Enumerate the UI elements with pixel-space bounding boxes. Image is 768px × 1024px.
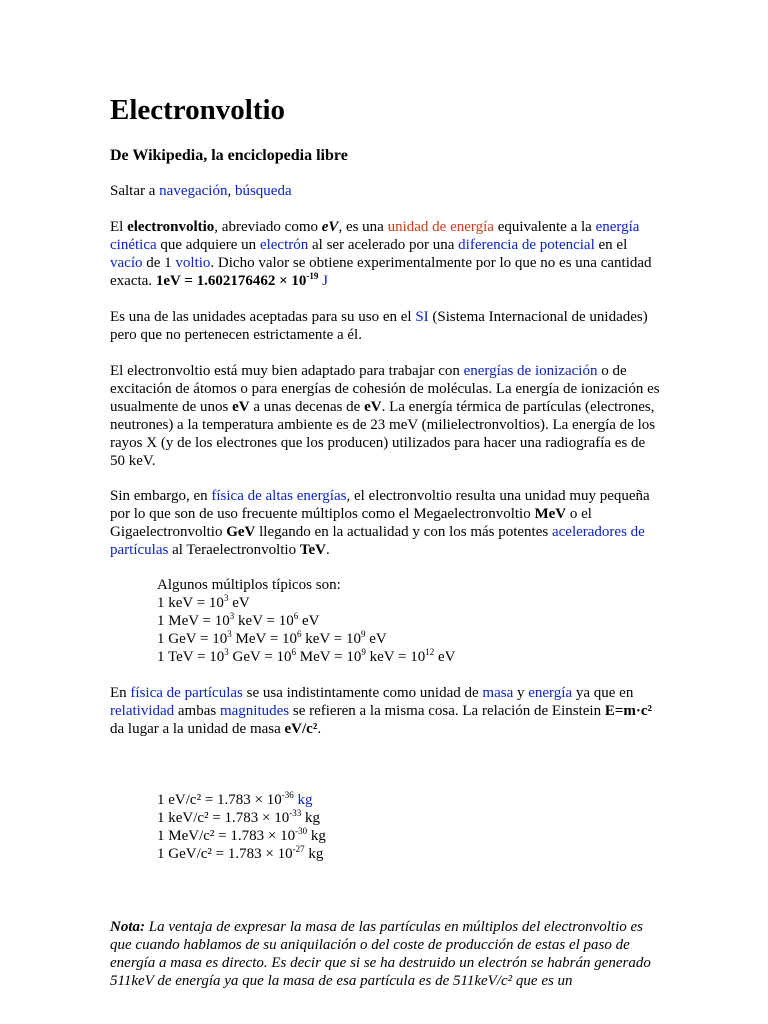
exponent: -33 <box>289 808 302 818</box>
text: kg <box>301 810 320 826</box>
exponent: 6 <box>297 629 302 639</box>
text: GeV = 10 <box>228 649 292 665</box>
nota-label: Nota: <box>110 919 145 935</box>
paragraph-intro <box>110 218 660 290</box>
text: 1 MeV = 10 <box>157 613 230 629</box>
fisica-de-particulas-link[interactable]: física de partículas <box>130 685 243 701</box>
text: 1 GeV/c² = 1.783 × 10 <box>157 846 293 862</box>
text: se refieren a la misma cosa. La relación de Einstein <box>289 703 605 719</box>
text: 1 keV/c² = 1.783 × 10 <box>157 810 290 826</box>
exponent: -36 <box>281 790 294 800</box>
text: 1 GeV = 10 <box>157 631 228 647</box>
unidad-de-energia-link[interactable]: unidad de energía <box>387 219 494 235</box>
text: . La energía térmica de partículas (electrones, neutrones) a la temperatura ambiente es de 23 meV (milielectronvoltios). La energía de los rayos X (y de los electrones que los producen) utilizados para hacer una radiografía es de 50 keV. <box>110 399 656 469</box>
text: en el <box>594 237 628 253</box>
multiple-row <box>157 630 657 648</box>
paragraph-mass-energy <box>110 684 660 738</box>
exponent: 6 <box>291 647 297 657</box>
text: eV <box>298 613 320 629</box>
bold-term: eV <box>232 399 250 415</box>
text: MeV = 10 <box>231 631 298 647</box>
multiple-row <box>157 612 657 630</box>
text: . <box>325 542 330 558</box>
text: Es una de las unidades aceptadas para su uso en el <box>110 309 416 325</box>
text: keV = 10 <box>234 613 294 629</box>
masses-block <box>157 791 657 863</box>
si-link[interactable]: SI <box>415 309 429 325</box>
mass-unit: eV/c² <box>284 721 318 737</box>
multiples-block <box>157 576 657 666</box>
text: , abreviado como <box>214 219 322 235</box>
exponent: 6 <box>293 611 299 621</box>
text: 1 eV/c² = 1.783 × 10 <box>157 792 282 808</box>
mass-row <box>157 845 657 863</box>
bold-term: eV <box>364 399 382 415</box>
text: o el Gigaelectronvoltio <box>110 506 592 540</box>
exponent: 9 <box>361 647 366 657</box>
text: a unas decenas de <box>249 399 365 415</box>
text: llegando en la actualidad y con los más potentes <box>255 524 552 540</box>
text: equivalente a la <box>493 219 596 235</box>
paragraph-ionization <box>110 362 660 470</box>
text: ambas <box>174 703 220 719</box>
exponent: 9 <box>360 629 366 639</box>
relatividad-link[interactable]: relatividad <box>110 703 175 719</box>
bold-term: MeV <box>534 506 567 522</box>
page-title: Electronvoltio <box>110 94 286 126</box>
text: de 1 <box>142 255 176 271</box>
mass-row <box>157 791 657 809</box>
text: ya que en <box>572 685 634 701</box>
text: (Sistema Internacional de unidades) pero que no pertenecen estrictamente a él. <box>110 309 648 343</box>
paragraph-si <box>110 308 660 344</box>
text: . Dicho valor se obtiene experimentalmente por lo que no es una cantidad exacta. <box>110 255 652 289</box>
text: eV <box>434 649 456 665</box>
jump-comma: , <box>227 183 235 199</box>
exponent: -19 <box>306 271 319 281</box>
page-subtitle: De Wikipedia, la enciclopedia libre <box>110 147 348 164</box>
diferencia-de-potencial-link[interactable]: diferencia de potencial <box>458 237 595 253</box>
exponent: 3 <box>229 611 235 621</box>
exponent: 12 <box>425 647 435 657</box>
energia-cinetica-link[interactable]: energía cinética <box>110 219 640 253</box>
masa-link[interactable]: masa <box>482 685 514 701</box>
search-link[interactable]: búsqueda <box>234 183 292 199</box>
bold-term: GeV <box>226 524 256 540</box>
text: Sin embargo, en <box>110 488 212 504</box>
text: MeV = 10 <box>296 649 362 665</box>
text: al ser acelerado por una <box>308 237 459 253</box>
text: keV = 10 <box>301 631 361 647</box>
multiples-heading: Algunos múltiplos típicos son: <box>157 577 341 593</box>
text: 1 keV = 10 <box>157 595 224 611</box>
text: El <box>110 219 128 235</box>
text: al Teraelectronvoltio <box>168 542 300 558</box>
fisica-de-altas-energias-link[interactable]: física de altas energías <box>211 488 347 504</box>
exponent: 3 <box>223 593 229 603</box>
text: keV = 10 <box>365 649 426 665</box>
bold-term: electronvoltio <box>127 219 215 235</box>
multiple-row <box>157 594 657 612</box>
text: 1 TeV = 10 <box>157 649 225 665</box>
text: , es una <box>338 219 388 235</box>
energia-link[interactable]: energía <box>528 685 573 701</box>
vacio-link[interactable]: vacío <box>110 255 143 271</box>
energias-de-ionizacion-link[interactable]: energías de ionización <box>463 363 598 379</box>
text: se usa indistintamente como unidad de <box>242 685 483 701</box>
jump-links <box>110 182 660 200</box>
text: o de excitación de átomos o para energías de cohesión de moléculas. La energía de ionización es usualmente de unos <box>110 363 660 415</box>
text: y <box>513 685 529 701</box>
aceleradores-de-particulas-link[interactable]: aceleradores de partículas <box>110 524 645 558</box>
navigation-link[interactable]: navegación <box>159 183 228 199</box>
text: , el electronvoltio resulta una unidad muy pequeña por lo que son de uso frecuente múltiplos como el Megaelectronvoltio <box>110 488 650 522</box>
text: kg <box>307 828 326 844</box>
electron-link[interactable]: electrón <box>259 237 309 253</box>
joule-link[interactable]: J <box>322 273 328 289</box>
exponent: -27 <box>292 844 305 854</box>
paragraph-high-energy <box>110 487 660 559</box>
voltio-link[interactable]: voltio <box>175 255 211 271</box>
text: kg <box>304 846 324 862</box>
exponent: 3 <box>224 647 229 657</box>
text: . <box>317 721 322 737</box>
text: da lugar a la unidad de masa <box>110 721 285 737</box>
mass-row <box>157 809 657 827</box>
text: eV <box>365 631 387 647</box>
einstein-formula: E=m·c² <box>604 703 653 719</box>
exponent: -30 <box>295 826 308 836</box>
text: 1 MeV/c² = 1.783 × 10 <box>157 828 296 844</box>
magnitudes-link[interactable]: magnitudes <box>219 703 290 719</box>
text: En <box>110 685 131 701</box>
text: El electronvoltio está muy bien adaptado para trabajar con <box>110 363 464 379</box>
nota-text: La ventaja de expresar la masa de las partículas en múltiplos del electronvoltio es que cuando hablamos de su aniquilación o del coste de producción de estas el paso de energía a masa es directo. Es decir que si se ha destruido un electrón se habrán generado 511keV de energía ya que la masa de esa partícula es de 511keV/c² que es un <box>110 919 651 989</box>
jump-prefix: Saltar a <box>110 183 160 199</box>
multiple-row <box>157 648 657 666</box>
exponent: 3 <box>227 629 232 639</box>
text: que adquiere un <box>156 237 260 253</box>
kg-link[interactable]: kg <box>297 792 313 808</box>
mass-row <box>157 827 657 845</box>
bold-term: TeV <box>299 542 326 558</box>
ev-value: 1eV = 1.602176462 × 10 <box>155 273 307 289</box>
ev-abbreviation: eV <box>321 219 339 235</box>
text: eV <box>228 595 250 611</box>
paragraph-nota <box>110 918 662 990</box>
